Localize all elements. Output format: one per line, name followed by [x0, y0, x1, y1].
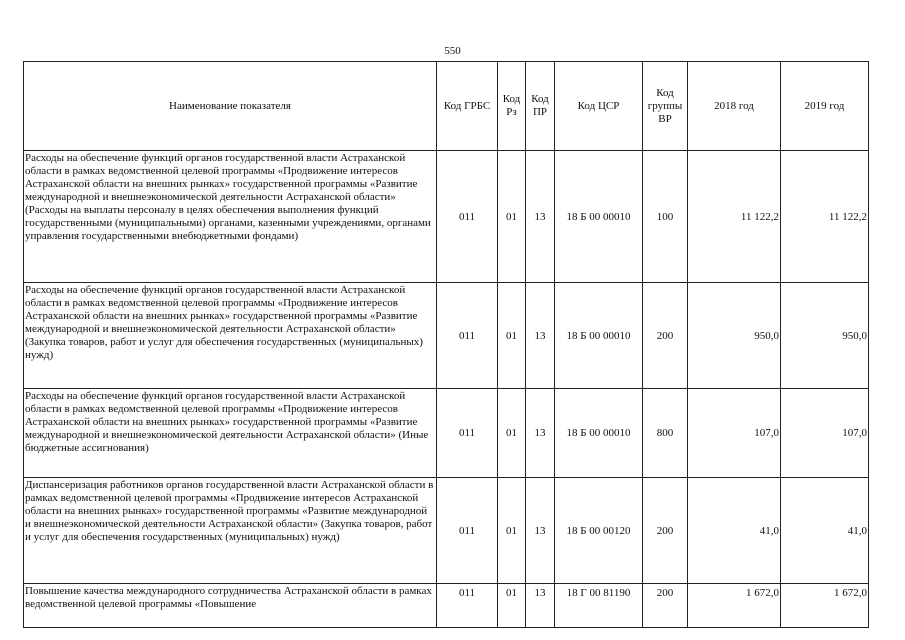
table-row: [24, 151, 869, 283]
row-rz: 01: [498, 478, 526, 584]
row-grbs: 011: [437, 478, 498, 584]
header-csr: Код ЦСР: [555, 62, 643, 151]
header-pr: Код ПР: [526, 62, 555, 151]
row-pr: 13: [526, 389, 555, 478]
row-vr: 100: [643, 151, 688, 283]
header-2018: 2018 год: [688, 62, 781, 151]
row-2019: 41,0: [781, 478, 869, 584]
table-row: [24, 478, 869, 584]
row-pr: 13: [526, 283, 555, 389]
row-csr: 18 Б 00 00010: [555, 151, 643, 283]
table-header-row: [24, 62, 869, 151]
row-name: Расходы на обеспечение функций органов государственной власти Астраханской области в рамках ведомственной целевой программы «Продвижение интересов Астраханской области на внешних рынках» государственной программы «Развитие международной и внешнеэкономической деятельности Астраханской области» (Закупка товаров, работ и услуг для обеспечения государственных (муниципальных) нужд): [24, 283, 437, 389]
row-csr: 18 Б 00 00120: [555, 478, 643, 584]
row-vr: 800: [643, 389, 688, 478]
row-2019: 950,0: [781, 283, 869, 389]
row-vr: 200: [643, 478, 688, 584]
row-name: Повышение качества международного сотрудничества Астраханской области в рамках ведомственной целевой программы «Повышение: [24, 584, 437, 628]
row-pr: 13: [526, 478, 555, 584]
row-grbs: 011: [437, 389, 498, 478]
header-name: Наименование показателя: [24, 62, 437, 151]
row-name: Расходы на обеспечение функций органов государственной власти Астраханской области в рамках ведомственной целевой программы «Продвижение интересов Астраханской области на внешних рынках» государственной программы «Развитие международной и внешнеэкономической деятельности Астраханской области» (Иные бюджетные ассигнования): [24, 389, 437, 478]
row-2019: 1 672,0: [781, 584, 869, 628]
row-csr: 18 Б 00 00010: [555, 283, 643, 389]
row-2018: 11 122,2: [688, 151, 781, 283]
row-rz: 01: [498, 584, 526, 628]
row-grbs: 011: [437, 584, 498, 628]
table-row: [24, 584, 869, 628]
header-grbs: Код ГРБС: [437, 62, 498, 151]
row-grbs: 011: [437, 283, 498, 389]
header-rz: Код Рз: [498, 62, 526, 151]
row-2018: 41,0: [688, 478, 781, 584]
row-2018: 107,0: [688, 389, 781, 478]
table-row: [24, 389, 869, 478]
row-csr: 18 Г 00 81190: [555, 584, 643, 628]
row-csr: 18 Б 00 00010: [555, 389, 643, 478]
row-rz: 01: [498, 151, 526, 283]
row-name: Диспансеризация работников органов государственной власти Астраханской области в рамках ведомственной целевой программы «Продвижение интересов Астраханской области на внешних рынках» государственной программы «Развитие международной и внешнеэкономической деятельности Астраханской области» (Закупка товаров, работ и услуг для обеспечения государственных (муниципальных) нужд): [24, 478, 437, 584]
table-row: [24, 283, 869, 389]
row-vr: 200: [643, 584, 688, 628]
row-pr: 13: [526, 151, 555, 283]
row-grbs: 011: [437, 151, 498, 283]
row-rz: 01: [498, 283, 526, 389]
header-vr: Код группы ВР: [643, 62, 688, 151]
row-name: Расходы на обеспечение функций органов государственной власти Астраханской области в рамках ведомственной целевой программы «Продвижение интересов Астраханской области на внешних рынках» государственной программы «Развитие международной и внешнеэкономической деятельности Астраханской области» (Расходы на выплаты персоналу в целях обеспечения выполнения функций государственными (муниципальными) органами, казенными учреждениями, органами управления государственными внебюджетными фондами): [24, 151, 437, 283]
budget-table: [23, 61, 869, 628]
page-number: 550: [444, 45, 461, 57]
row-2019: 11 122,2: [781, 151, 869, 283]
row-2018: 950,0: [688, 283, 781, 389]
row-rz: 01: [498, 389, 526, 478]
row-pr: 13: [526, 584, 555, 628]
row-2019: 107,0: [781, 389, 869, 478]
header-2019: 2019 год: [781, 62, 869, 151]
row-2018: 1 672,0: [688, 584, 781, 628]
row-vr: 200: [643, 283, 688, 389]
